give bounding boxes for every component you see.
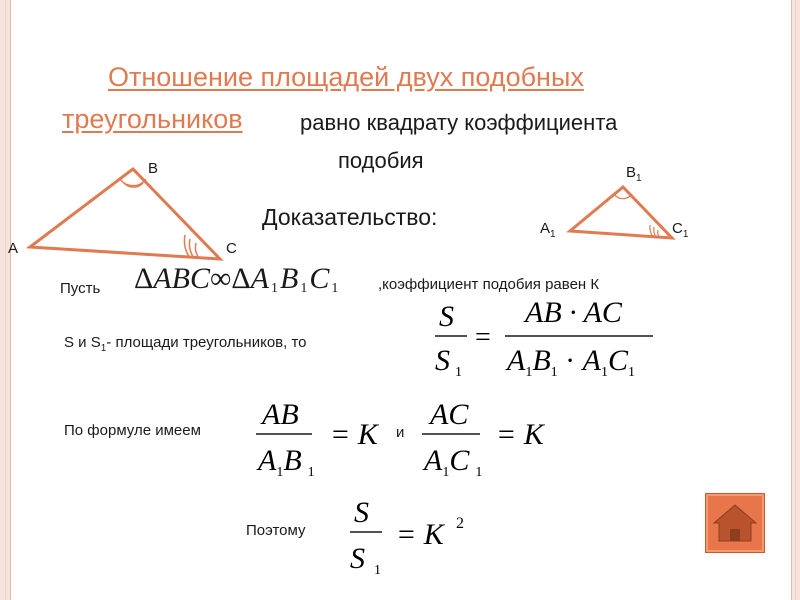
areas-statement: S и $S_1-$ площади треугольников, то <box>64 334 307 354</box>
triangle-abc <box>0 155 260 270</box>
ratio-ab-eq: = K <box>330 418 378 451</box>
triangle-abc-shape <box>30 169 220 259</box>
area-ratio-eq: = <box>475 322 491 353</box>
vertex-c1-label: $C_1$ <box>672 220 689 240</box>
formula-label: По формуле имеем <box>64 422 201 439</box>
ratio-ab-formula <box>250 390 400 485</box>
vertex-a-label: A <box>8 240 19 257</box>
title-line-1: Отношение площадей двух подобных <box>108 62 584 92</box>
vertex-c-label: C <box>226 240 237 257</box>
home-icon <box>706 494 764 552</box>
vertex-b1-label: $B_1$ <box>626 164 642 184</box>
final-den-sub: 1 <box>374 563 381 578</box>
vertex-b-label: B <box>148 160 159 177</box>
vertex-a1-label: $A_1$ <box>540 220 556 240</box>
title-highlight: треугольников <box>62 104 243 134</box>
slide-edge-right <box>795 0 796 600</box>
triangle-a1b1c1 <box>560 175 680 245</box>
area-ratio-formula <box>425 290 675 385</box>
therefore-label: Поэтому <box>246 522 306 539</box>
final-num: S <box>354 496 369 529</box>
let-label: Пусть <box>60 280 101 297</box>
angle-c-arc-3 <box>195 243 199 258</box>
similarity-formula: ΔABC∞ΔA 1B 1C 1 <box>134 262 339 296</box>
ratio-ac-eq: = K <box>496 418 544 451</box>
area-ratio-den-sub: 1 <box>455 365 462 380</box>
home-button[interactable] <box>705 493 765 553</box>
and-label: и <box>396 424 405 441</box>
ratio-statement: ,коэффициент подобия равен К <box>378 276 600 293</box>
final-rhs: = K <box>396 518 444 551</box>
angle-c-arc-2 <box>189 239 194 258</box>
ratio-ab-num: AB <box>262 398 299 431</box>
area-ratio-den-left: S <box>435 344 450 377</box>
final-exp: 2 <box>456 515 464 532</box>
triangle-a1b1c1-shape <box>570 187 672 238</box>
ratio-ab-den: $A_1B$ $_1$ <box>258 444 315 480</box>
ratio-ac-den: $A_1C$ $_1$ <box>424 444 483 480</box>
proof-heading: Доказательство: <box>262 204 438 230</box>
ratio-ac-formula <box>418 390 568 485</box>
final-den: S <box>350 542 365 575</box>
slide-edge-left <box>5 0 6 600</box>
final-formula <box>340 490 480 585</box>
area-ratio-num-left: S <box>439 300 454 333</box>
title-line-3: подобия <box>338 148 424 173</box>
area-ratio-den-right: $A_1B_1 \cdot A_1C_1$ <box>507 344 635 380</box>
ratio-ac-num: AC <box>430 398 469 431</box>
title-line-2: равно квадрату коэффициента <box>300 110 618 135</box>
area-ratio-num-right: AB · AC <box>525 296 622 329</box>
angle-c1-arc-3 <box>658 230 659 237</box>
